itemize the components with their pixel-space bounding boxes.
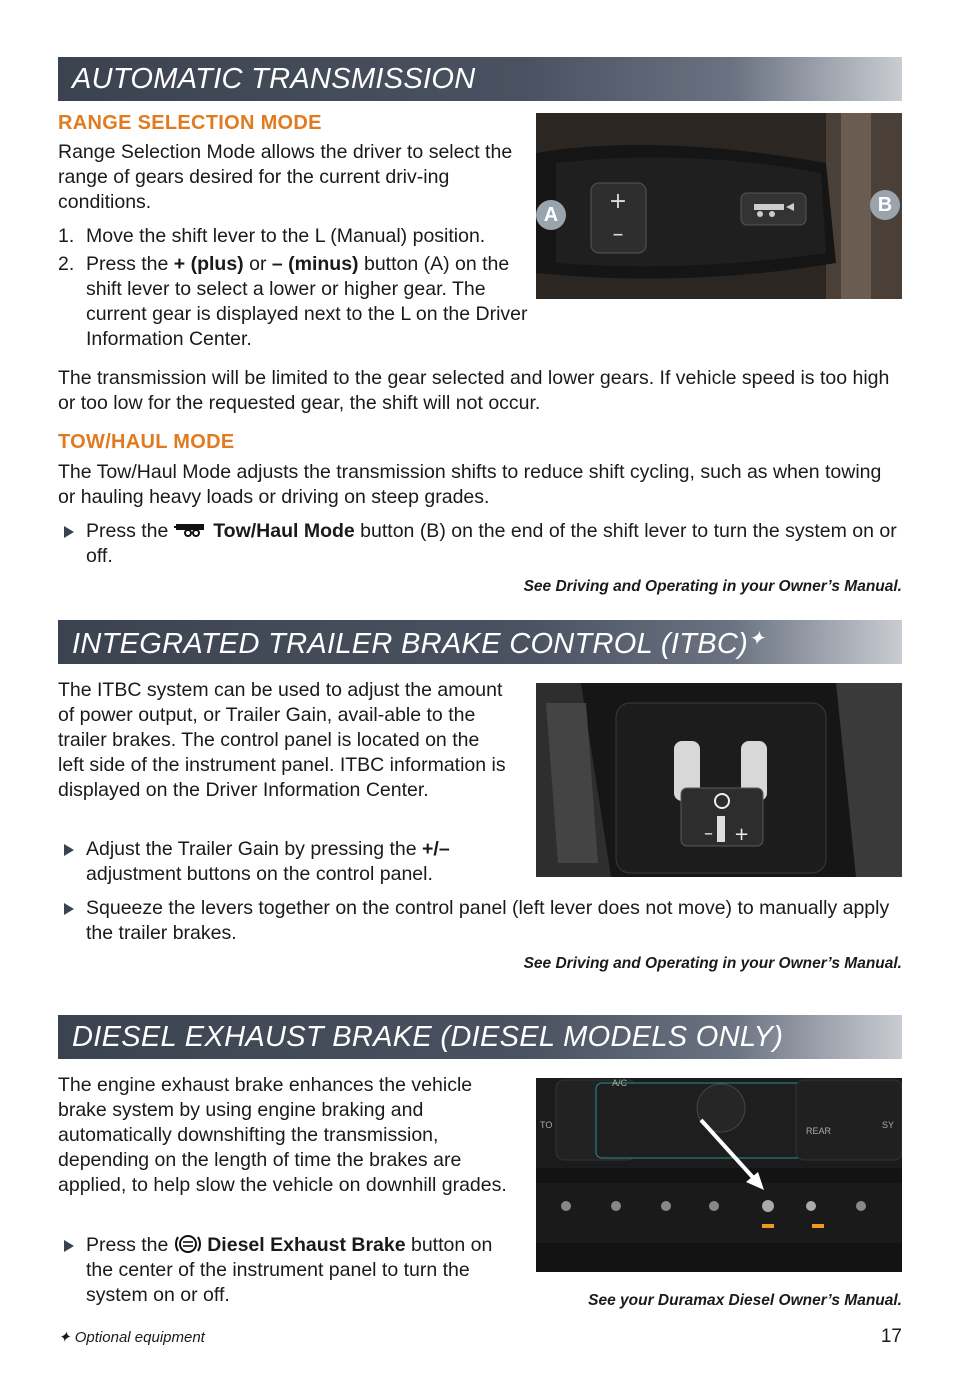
svg-text:–: – <box>612 222 624 247</box>
tow-haul-mode-label: Tow/Haul Mode <box>213 520 355 542</box>
itbc-control-panel-photo <box>536 683 902 877</box>
svg-text:+: + <box>734 824 750 845</box>
plus-label: + (plus) <box>173 253 244 275</box>
range-selection-heading: RANGE SELECTION MODE <box>58 112 322 134</box>
callout-b: B <box>870 190 900 220</box>
step-text-post: button (A) on the shift lever to select a lower or higher gear. The current gear is displayed next to the L on the Driver Information Center. <box>86 253 528 350</box>
svg-text:–: – <box>704 823 713 844</box>
rear-label: REAR <box>806 1126 832 1136</box>
plus-minus-label: +/– <box>422 838 450 860</box>
instrument-panel-illustration <box>536 1078 902 1272</box>
shift-lever-illustration <box>536 113 902 299</box>
section-title: DIESEL EXHAUST BRAKE (DIESEL MODELS ONLY) <box>72 1021 784 1053</box>
bullet-arrow-icon <box>64 526 74 538</box>
bullet-text-pre: Press the <box>86 520 174 542</box>
bullet-item <box>58 1233 518 1308</box>
optional-equipment-text: Optional equipment <box>74 1329 205 1346</box>
bullet-item <box>58 837 498 887</box>
step-number: 1. <box>58 225 75 247</box>
range-selection-intro: Range Selection Mode allows the driver to select the range of gears desired for the current driv-ing conditions. <box>58 141 513 213</box>
itbc-intro: The ITBC system can be used to adjust the amount of power output, or Trailer Gain, avail-able to the trailer brakes. The control panel is located on the left side of the instrument panel. ITBC information is displayed on the Driver Information Center. <box>58 679 506 801</box>
bullet-text-post: button (B) on the end of the shift lever to turn the system on or off. <box>86 520 897 567</box>
section-banner-diesel-exhaust-brake <box>58 1015 902 1059</box>
section-banner-automatic-transmission <box>58 57 902 101</box>
bullet-arrow-icon <box>64 903 74 915</box>
footer-optional-note <box>58 1328 205 1346</box>
itbc-bullets-a <box>58 837 498 891</box>
step-text-pre: Press the <box>86 253 174 275</box>
itbc-panel-illustration <box>536 683 902 877</box>
tow-haul-bullets <box>58 519 902 573</box>
bullet-text-pre: Adjust the Trailer Gain by pressing the <box>86 838 423 860</box>
bullet-text-post: button on the center of the instrument panel to turn the system on or off. <box>86 1234 493 1306</box>
section-title: AUTOMATIC TRANSMISSION <box>72 63 476 95</box>
range-selection-steps <box>58 224 528 355</box>
tow-haul-icon <box>174 522 208 538</box>
section-title-text: INTEGRATED TRAILER BRAKE CONTROL (ITBC) <box>72 628 749 660</box>
tow-haul-intro: The Tow/Haul Mode adjusts the transmission shifts to reduce shift cycling, such as when towing or hauling heavy loads or driving on steep grades. <box>58 461 882 508</box>
see-owners-manual-note: See Driving and Operating in your Owner’s Manual. <box>523 955 902 972</box>
ac-label: A/C <box>612 1078 628 1088</box>
step-text: Move the shift lever to the L (Manual) position. <box>86 225 486 247</box>
diesel-exhaust-brake-label: Diesel Exhaust Brake <box>207 1234 406 1256</box>
bullet-arrow-icon <box>64 844 74 856</box>
bullet-text: Squeeze the levers together on the control panel (left lever does not move) to manually apply the trailer brakes. <box>86 897 890 944</box>
bullet-arrow-icon <box>64 1240 74 1252</box>
itbc-bullets-b <box>58 896 902 950</box>
page-number: 17 <box>880 1326 902 1347</box>
bullet-item <box>58 519 902 569</box>
instrument-panel-photo <box>536 1078 902 1272</box>
to-label: TO <box>540 1120 553 1130</box>
optional-mark-icon: ✦ <box>58 1329 71 1346</box>
step-number: 2. <box>58 253 75 275</box>
step-item <box>58 224 528 249</box>
shift-lever-photo <box>536 113 902 299</box>
bullet-text-post: adjustment buttons on the control panel. <box>86 863 433 885</box>
bullet-item <box>58 896 902 946</box>
callout-a: A <box>536 200 566 230</box>
range-selection-note: The transmission will be limited to the gear selected and lower gears. If vehicle speed is too high or too low for the requested gear, the shift will not occur. <box>58 367 890 414</box>
diesel-brake-bullets <box>58 1233 518 1312</box>
diesel-brake-intro: The engine exhaust brake enhances the vehicle brake system by using engine braking and automatically downshifting the transmission, depending on the length of time the brakes are applied, to help slow the vehicle on downhill grades. <box>58 1074 507 1196</box>
bullet-text-pre: Press the <box>86 1234 174 1256</box>
sy-label: SY <box>882 1120 895 1130</box>
svg-text:+: + <box>608 189 628 214</box>
tow-haul-heading: TOW/HAUL MODE <box>58 431 235 453</box>
step-text-mid: or <box>243 253 272 275</box>
diesel-exhaust-brake-icon <box>174 1233 202 1255</box>
section-title <box>72 626 765 661</box>
see-duramax-manual-note: See your Duramax Diesel Owner’s Manual. <box>588 1292 902 1309</box>
see-owners-manual-note: See Driving and Operating in your Owner’s Manual. <box>523 578 902 595</box>
minus-label: – (minus) <box>271 253 359 275</box>
section-banner-itbc <box>58 620 902 664</box>
step-item <box>58 252 528 352</box>
optional-mark-icon: ✦ <box>748 628 766 650</box>
